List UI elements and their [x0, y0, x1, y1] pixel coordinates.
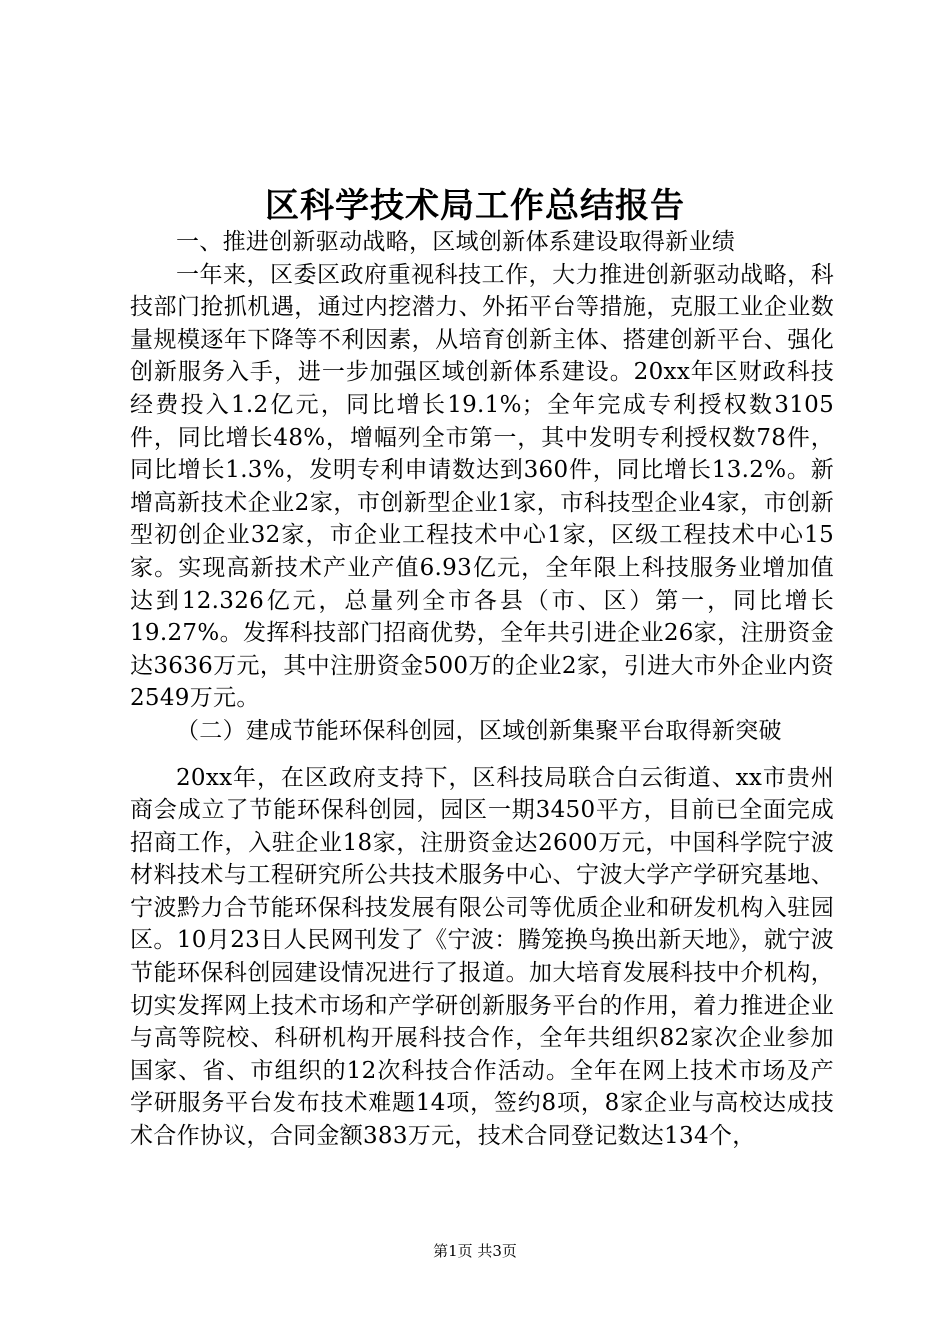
section-1-heading: 一、推进创新驱动战略，区域创新体系建设取得新业绩	[176, 229, 736, 255]
document-body	[130, 226, 834, 1153]
document-title: 区科学技术局工作总结报告	[265, 186, 685, 226]
paragraph-spacer	[130, 748, 834, 762]
section-1-paragraph: 一年来，区委区政府重视科技工作，大力推进创新驱动战略，科技部门抢抓机遇，通过内挖潜力、外拓平台等措施，克服工业企业数量规模逐年下降等不利因素，从培育创新主体、搭建创新平台、强化创新服务入手，进一步加强区域创新体系建设。20xx年区财政科技经费投入1.2亿元，同比增长19.1%；全年完成专利授权数3105件，同比增长48%，增幅列全市第一，其中发明专利授权数78件，同比增长1.3%，发明专利申请数达到360件，同比增长13.2%。新增高新技术企业2家，市创新型企业1家，市科技型企业4家，市创新型初创企业32家，市企业工程技术中心1家，区级工程技术中心15家。实现高新技术产业产值6.93亿元，全年限上科技服务业增加值达到12.326亿元，总量列全市各县（市、区）第一，同比增长19.27%。发挥科技部门招商优势，全年共引进企业26家，注册资金达3636万元，其中注册资金500万的企业2家，引进大市外企业内资2549万元。	[130, 261, 834, 712]
page-number-footer: 第1页 共3页	[433, 1242, 517, 1260]
section-2-heading: （二）建成节能环保科创园，区域创新集聚平台取得新突破	[176, 717, 782, 744]
section-2-paragraph: 20xx年，在区政府支持下，区科技局联合白云街道、xx市贵州商会成立了节能环保科创园，园区一期3450平方，目前已全面完成招商工作，入驻企业18家，注册资金达2600万元，中国科学院宁波材料技术与工程研究所公共技术服务中心、宁波大学产学研究基地、宁波黔力合节能环保科技发展有限公司等优质企业和研发机构入驻园区。10月23日人民网刊发了《宁波：腾笼换鸟换出新天地》，就宁波节能环保科创园建设情况进行了报道。加大培育发展科技中介机构，切实发挥网上技术市场和产学研创新服务平台的作用，着力推进企业与高等院校、科研机构开展科技合作，全年共组织82家次企业参加国家、省、市组织的12次科技合作活动。全年在网上技术市场及产学研服务平台发布技术难题14项，签约8项，8家企业与高校达成技术合作协议，合同金额383万元，技术合同登记数达134个，	[130, 764, 834, 1150]
